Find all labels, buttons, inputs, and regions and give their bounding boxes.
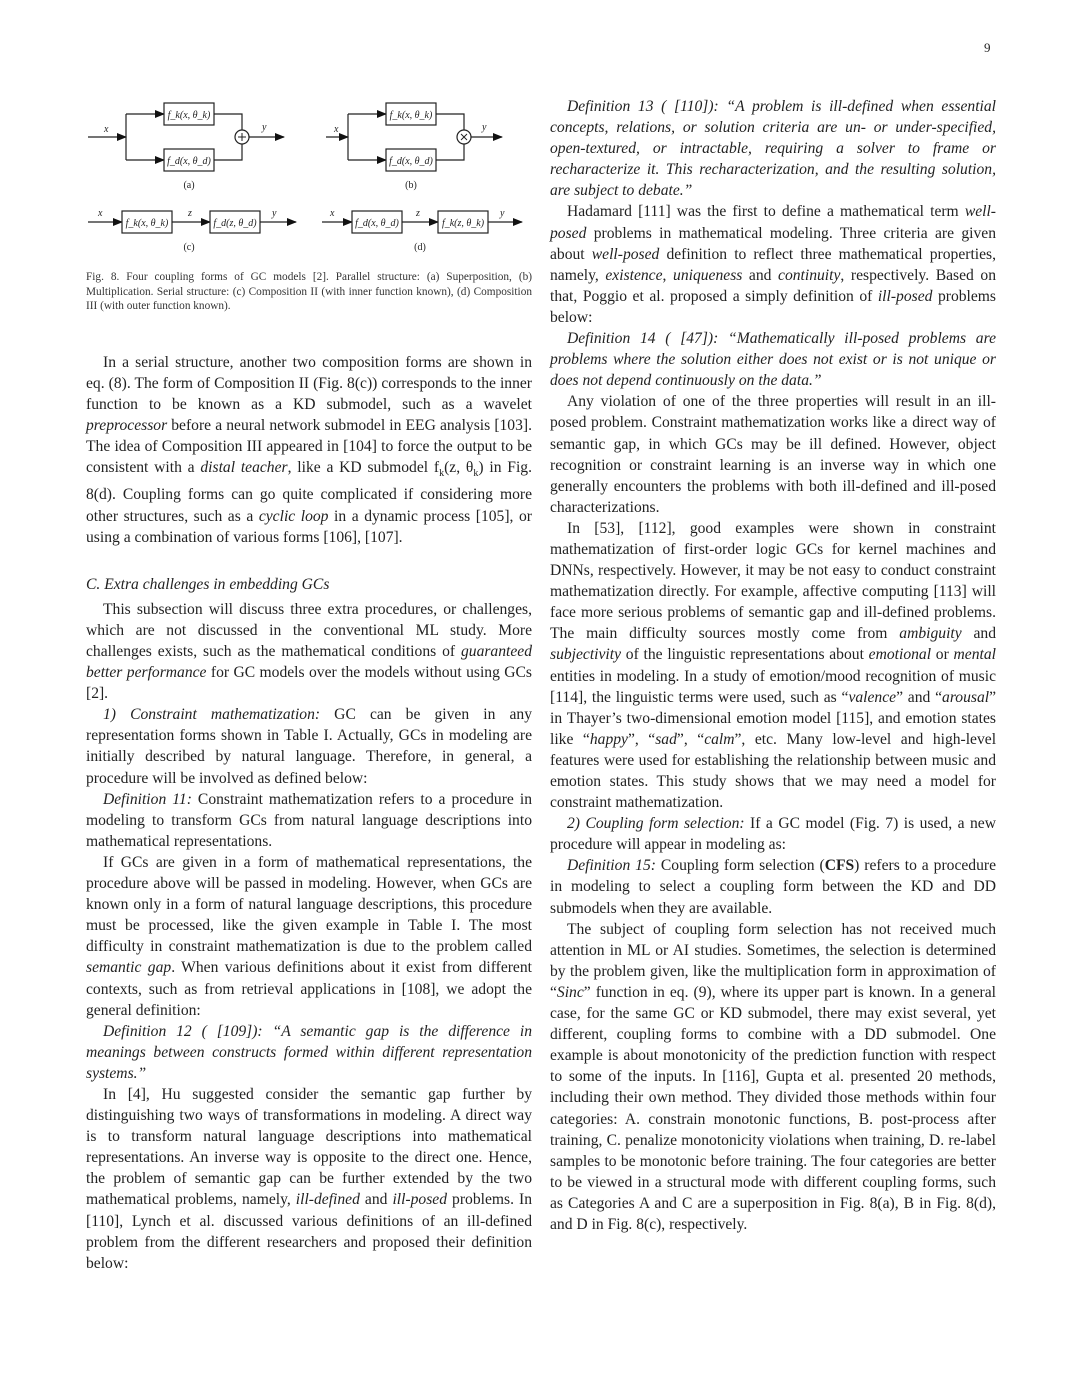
panel-d (322, 211, 522, 233)
paragraph-coupling-form-selection: 2) Coupling form selection: If a GC model (Fig. 7) is used, a new procedure will appear in modeling as: (550, 815, 996, 854)
figure-caption: Fig. 8. Four coupling forms of GC models [2]. Parallel structure: (a) Superposition, (b) Multiplication. Serial structure: (c) Composition II (with inner function known), (d) Composition III (with outer function known). (86, 271, 532, 313)
section-heading: C. Extra challenges in embedding GCs (86, 575, 330, 593)
definition-14: Definition 14 ( [47]): “Mathematically ill-posed problems are problems where the solution either does not exist or is not unique or does not depend continuously on the data.” (550, 330, 996, 390)
paragraph-subsection-intro: This subsection will discuss three extra procedures, or challenges, which are not discussed in the conventional ML study. More challenges exists, such as the mathematical conditions of guaranteed better performance for GC models over the models without using GCs [2]. (86, 600, 533, 703)
panel-a-label: (a) (183, 180, 195, 191)
paragraph-hadamard: Hadamard [111] was the first to define a mathematical term well-posed problems in mathematical modeling. Three criteria are given about well-posed definition to reflect three mathematical properties, namely, existence, uniqueness and continuity, respectively. Based on that, Poggio et al. proposed a simply definition of ill-posed problems below: (550, 203, 997, 326)
label-d-input: x (330, 208, 335, 219)
paragraph-monotonicity: The subject of coupling form selection has not received much attention in ML or AI studies. Sometimes, the selection is determined by the problem given, like the multiplication form in approximation of “Sinc” function in eq. (9), where its upper part is known. In a general case, for the same GC or KD submodel, there may exist several, yet different, coupling forms to combine with a DD submodel. One example is about monotonicity of the prediction function with respect to some of the inputs. In [116], Gupta et al. presented 20 methods, including their own method. They divided those methods within four categories: A. constrain monotonic functions, B. post-process after training, C. penalize monotonicity violations when training, D. re-label samples to be monotonic before training. The four categories are better to be viewed in a structural mode with different coupling forms, such as Categories A and C are a superposition in Fig. 8(a), B in Fig. 8(d), and D in Fig. 8(c), respectively. (550, 920, 996, 1233)
definition-11: Definition 11: Constraint mathematization refers to a procedure in modeling to transform GCs from natural language descriptions into mathematical representations. (86, 790, 533, 850)
page-number: 9 (984, 40, 991, 55)
right-column (550, 96, 996, 1235)
figure-8 (86, 92, 532, 267)
label-b-bottom-block: f_d(x, θ_d) (389, 156, 433, 167)
label-c-input: x (98, 208, 103, 219)
paragraph-semantic-gap: If GCs are given in a form of mathematical representations, the procedure above will be passed in modeling. However, when GCs are known only in a form of natural language descriptions, this procedure must be processed, like the given example in Table I. The most difficulty in constraint mathematization is due to the problem called semantic gap. When various definitions about it exist from different contexts, such as from retrieval applications in [108], we adopt the general definition: (86, 853, 532, 1019)
panel-c-label: (c) (183, 242, 195, 253)
label-a-top-block: f_k(x, θ_k) (167, 110, 211, 121)
paragraph-hu-transformations: In [4], Hu suggested consider the semantic gap further by distinguishing two ways of transformations in modeling. A direct way is to transform natural language descriptions into mathematical representations. An inverse way is opposite to the direct one. Hence, the problem of semantic gap can be further extended by the two mathematical problems, namely, ill-defined and ill-posed problems. In [110], Lynch et al. discussed various definitions of an ill-defined problem from the different researchers and proposed their definition below: (86, 1085, 532, 1272)
label-c-second-block: f_d(z, θ_d) (213, 218, 257, 229)
panel-d-label: (d) (414, 242, 426, 253)
definition-12: Definition 12 ( [109]): “A semantic gap is the difference in meanings between constructs formed within different representation systems.” (86, 1022, 532, 1082)
paragraph-violation: Any violation of one of the three properties will result in an ill-posed problem. Constraint mathematization works like a direct way of semantic gap, in which GCs may be ill defined. However, object recognition or constraint learning is an inverse way in which one generally encounters the problems with both ill-defined and ill-posed characterizations. (550, 393, 996, 516)
definition-13: Definition 13 ( [110]): “A problem is ill-defined when essential concepts, relations, or solution criteria are un- or under-specified, open-textured, or intractable, requiring a solver to frame or recharacterize it. This recharacterization, and the resulting solution, are subject to debate.” (550, 98, 996, 200)
panel-c (88, 211, 296, 233)
definition-15: Definition 15: Coupling form selection (CFS) refers to a procedure in modeling to select a coupling form between the KD and DD submodels when they are available. (550, 857, 996, 917)
label-a-output: y (262, 122, 267, 133)
label-d-mid: z (416, 208, 420, 219)
label-a-input: x (104, 124, 109, 135)
label-b-output: y (482, 122, 487, 133)
left-column (86, 92, 532, 1274)
coupling-forms-diagram (86, 92, 532, 267)
label-d-first-block: f_d(x, θ_d) (355, 218, 399, 229)
label-c-first-block: f_k(x, θ_k) (125, 218, 169, 229)
label-b-top-block: f_k(x, θ_k) (389, 110, 433, 121)
paragraph-constraint-mathematization: 1) Constraint mathematization: GC can be given in any representation forms shown in Table I. Actually, GCs in modeling are initially described by natural language. Therefore, in general, a procedure will be involved as defined below: (86, 706, 532, 787)
paragraph-examples: In [53], [112], good examples were shown in constraint mathematization of first-order logic GCs for kernel machines and DNNs, respectively. However, it may be not easy to conduct constraint mathematization directly. For example, affective computing [113] will face more serious problems of semantic gap and ill-defined problems. The main difficulty sources mostly come from ambiguity and subjectivity of the linguistic representations about emotional or mental entities in modeling. In a study of emotion/mood recognition of music [114], the linguistic terms were used, such as “valence” and “arousal” in Thayer’s two-dimensional emotion model [115], and emotion states like “happy”, “sad”, “calm”, etc. Many low-level and high-level features were used for establishing the relationship between music and emotion states. This study shows that we may need a model for constraint mathematization. (550, 519, 997, 812)
panel-b-label: (b) (405, 180, 417, 191)
label-b-input: x (334, 124, 339, 135)
label-c-output: y (272, 208, 277, 219)
paragraph-serial-structure: In a serial structure, another two composition forms are shown in eq. (8). The form of Composition II (Fig. 8(c)) corresponds to the inner function to be known as a KD submodel, such as a wavelet preprocessor before a neural network submodel in EEG analysis [103]. The idea of Composition III appeared in [104] to force the output to be consistent with a distal teacher, like a KD submodel $f_k(z$, $\theta_k$) in Fig. 8(d). Coupling forms can go quite complicated if considering more other structures, such as a cyclic loop in a dynamic process [105], or using a combination of various forms [106], [107]. (86, 353, 532, 546)
label-c-mid: z (188, 208, 192, 219)
label-d-output: y (500, 208, 505, 219)
label-a-bottom-block: f_d(x, θ_d) (167, 156, 211, 167)
label-d-second-block: f_k(z, θ_k) (441, 218, 485, 229)
